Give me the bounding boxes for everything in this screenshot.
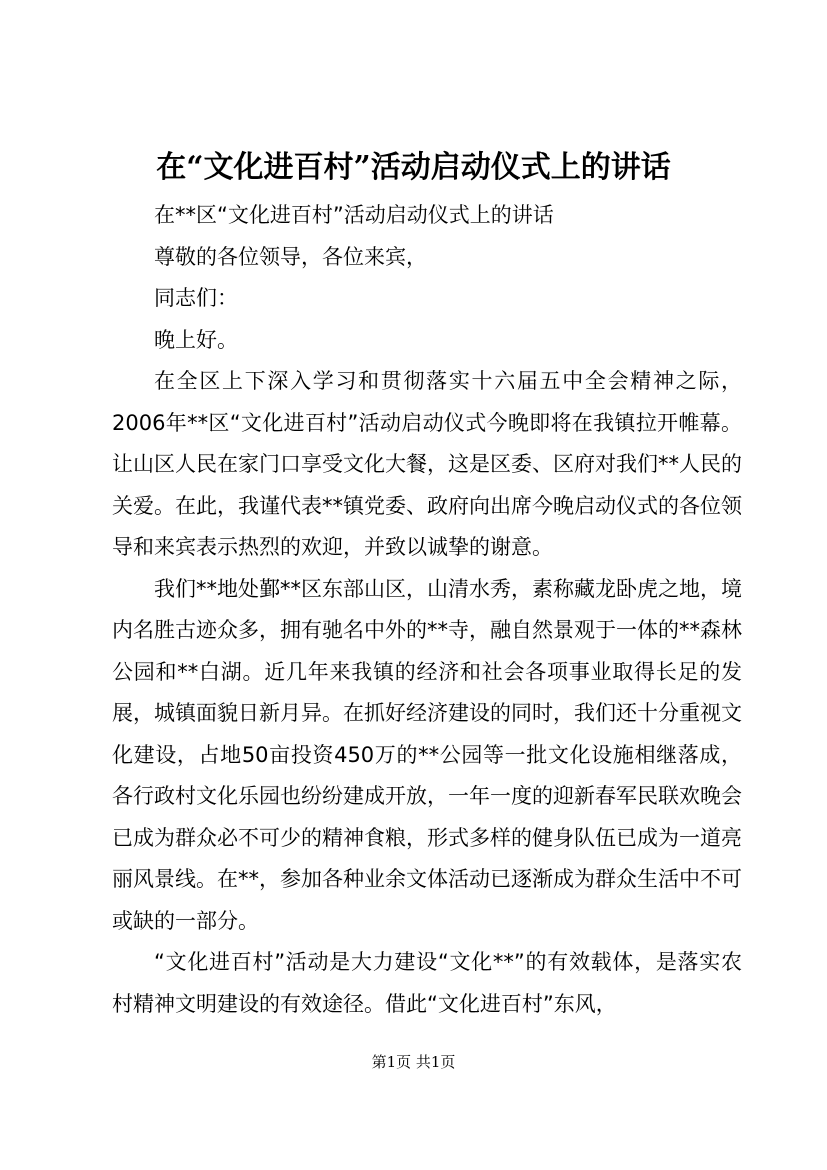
subtitle-paragraph: 在**区“文化进百村”活动启动仪式上的讲话	[154, 203, 554, 227]
salutation-comrades-paragraph: 同志们：	[154, 286, 238, 310]
greeting-paragraph: 晚上好。	[154, 327, 238, 352]
document-title: 在“文化进百村”活动启动仪式上的讲话	[156, 150, 671, 185]
body-paragraph: 在全区上下深入学习和贯彻落实十六届五中全会精神之际，2006年**区“文化进百村”活动启动仪式今晚即将在我镇拉开帷幕。让山区人民在家门口享受文化大餐，这是区委、区府对我们**人民的关爱。在此，我谨代表**镇党委、政府向出席今晚启动仪式的各位领导和来宾表示热烈的欢迎，并致以诚挚的谢意。	[112, 369, 742, 559]
document-body	[112, 195, 742, 1025]
body-paragraph: 我们**地处鄞**区东部山区，山清水秀，素称藏龙卧虎之地，境内名胜古迹众多，拥有驰名中外的**寺，融自然景观于一体的**森林公园和**白湖。近几年来我镇的经济和社会各项事业取得长足的发展，城镇面貌日新月异。在抓好经济建设的同时，我们还十分重视文化建设，占地50亩投资450万的**公园等一批文化设施相继落成，各行政村文化乐园也纷纷建成开放，一年一度的迎新春军民联欢晚会已成为群众必不可少的精神食粮，形式多样的健身队伍已成为一道亮丽风景线。在**，参加各种业余文体活动已逐渐成为群众生活中不可或缺的一部分。	[112, 576, 742, 933]
page-footer: 第1页 共1页	[371, 1053, 456, 1071]
body-paragraph: “文化进百村”活动是大力建设“文化**”的有效载体，是落实农村精神文明建设的有效途径。借此“文化进百村”东风，	[112, 950, 742, 1016]
salutation-paragraph: 尊敬的各位领导，各位来宾，	[154, 244, 427, 269]
